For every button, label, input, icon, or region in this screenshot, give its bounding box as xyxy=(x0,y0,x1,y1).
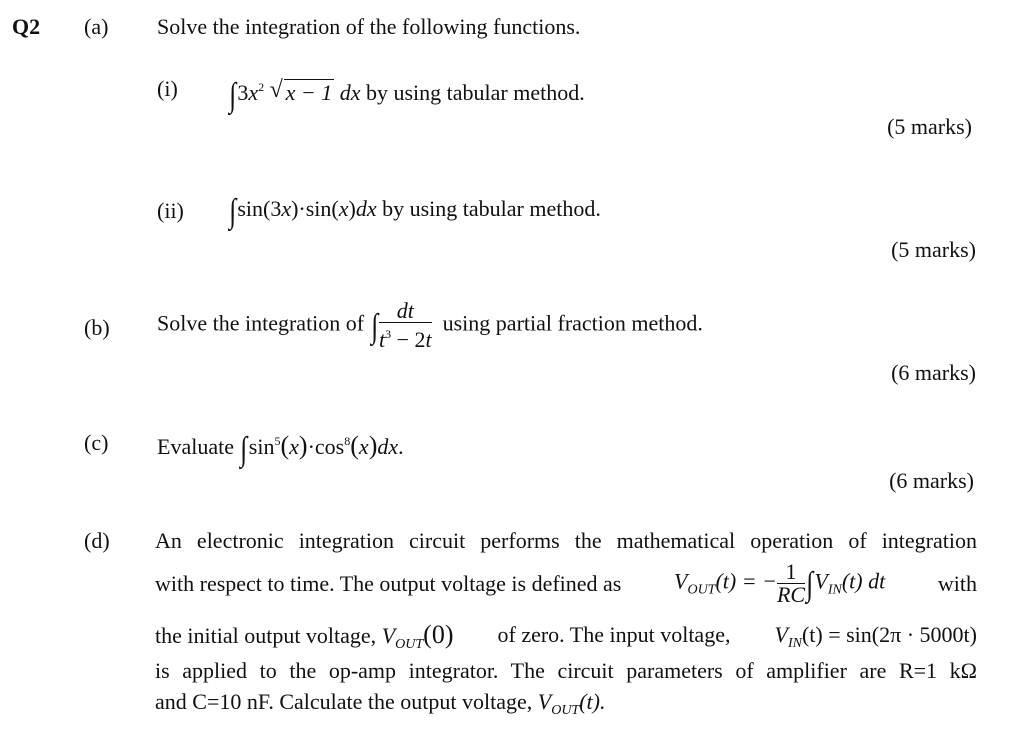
fraction xyxy=(777,561,805,606)
part-a-label: (a) xyxy=(84,14,109,39)
part-a-i-label: (i) xyxy=(157,76,178,101)
sin-term-2: sin( xyxy=(305,196,339,221)
sin-term-1: sin(3 xyxy=(237,196,282,221)
cos-exp: 8 xyxy=(344,434,351,448)
method-text: using partial fraction method. xyxy=(442,310,703,336)
variable: x xyxy=(248,80,259,105)
part-a-i-expression xyxy=(228,74,585,114)
denominator xyxy=(379,323,432,351)
den-exp: 3 xyxy=(385,327,392,341)
part-d-label: (d) xyxy=(84,528,110,553)
part-b-marks: (6 marks) xyxy=(891,360,976,385)
frac-num: 1 xyxy=(777,561,805,584)
line5-prefix: and C=10 nF. Calculate the output voltage, xyxy=(155,689,533,714)
part-d-line-4: is applied to the op-amp integrator. The circuit parameters of amplifier are R=1 kΩ xyxy=(155,658,977,683)
exponent: 2 xyxy=(258,80,265,94)
radicand: x − 1 xyxy=(285,80,333,105)
part-a-ii-label: (ii) xyxy=(157,198,184,223)
integral-sign-icon: ∫ xyxy=(240,431,248,468)
part-d-line-5 xyxy=(155,689,605,724)
suffix: . xyxy=(398,434,404,459)
part-c-marks: (6 marks) xyxy=(889,468,974,493)
var-x2: x xyxy=(338,196,349,221)
vin-expr: (t) = sin(2π · 5000t) xyxy=(801,622,977,647)
prefix-text: Evaluate xyxy=(157,434,234,459)
out-subscript: OUT xyxy=(395,637,424,652)
out-subscript: OUT xyxy=(551,703,580,718)
integral-sign-icon: ∫ xyxy=(229,77,237,114)
line3-left xyxy=(155,622,453,658)
differential: dx xyxy=(355,196,377,221)
method-text: by using tabular method. xyxy=(382,196,601,221)
part-a-ii-marks: (5 marks) xyxy=(891,237,976,262)
var-x1: x xyxy=(289,434,299,459)
integral-sign-icon: ∫ xyxy=(370,307,378,345)
line2-suffix: with xyxy=(937,570,977,596)
question-number: Q2 xyxy=(12,14,41,39)
v-symbol: V xyxy=(381,623,396,648)
vout-t: (t). xyxy=(579,689,606,714)
square-root-icon xyxy=(270,80,335,106)
dt: dt xyxy=(868,568,886,594)
dot: · xyxy=(307,434,315,459)
den-t2: t xyxy=(425,327,432,352)
differential: dx xyxy=(339,80,361,105)
part-d-line-2 xyxy=(155,561,977,606)
close-1: )· xyxy=(291,196,306,221)
differential: dx xyxy=(377,434,399,459)
line2-prefix: with respect to time. The output voltage is defined as xyxy=(155,570,622,596)
part-c-expression: Evaluate $\int\sin^5(x)\cdot\cos^8(x)dx$. xyxy=(157,431,404,468)
integral-sign-icon: ∫ xyxy=(806,565,814,603)
numerator: dt xyxy=(379,300,432,323)
var-x1: x xyxy=(281,196,292,221)
method-text: by using tabular method. xyxy=(365,80,585,105)
vin-expression xyxy=(774,622,977,658)
sin-fn: sin xyxy=(248,434,275,459)
in-subscript: IN xyxy=(827,582,842,598)
sin-exp: 5 xyxy=(274,434,281,448)
v-symbol: V xyxy=(674,568,688,594)
var-x2: x xyxy=(358,434,369,459)
line3-mid: of zero. The input voltage, xyxy=(497,622,731,647)
prefix-text: Solve the integration of xyxy=(157,310,365,336)
vin-t: (t) xyxy=(841,568,863,594)
part-b-label: (b) xyxy=(84,315,110,340)
integral-sign-icon: ∫ xyxy=(229,193,237,230)
v-symbol: V xyxy=(774,622,788,647)
part-a-ii-expression xyxy=(228,193,601,230)
part-c-label: (c) xyxy=(84,430,109,455)
den-rest: − 2 xyxy=(391,327,426,352)
v-symbol: V xyxy=(537,689,552,714)
part-a-stem: Solve the integration of the following functions. xyxy=(157,14,581,39)
den-t: t xyxy=(378,327,386,352)
zero-arg: (0) xyxy=(423,620,454,649)
coefficient: 3 xyxy=(237,80,249,105)
close-2: ) xyxy=(348,196,356,221)
fraction xyxy=(379,300,432,351)
part-b-expression xyxy=(157,300,703,351)
vout-definition xyxy=(674,561,885,606)
t-arg: (t) = − xyxy=(715,568,777,594)
part-d-line-1: An electronic integration circuit performs the mathematical operation of integration xyxy=(155,528,977,553)
part-d-line-3 xyxy=(155,622,977,658)
part-a-i-marks: (5 marks) xyxy=(887,114,972,139)
line3-prefix: the initial output voltage, xyxy=(155,623,377,648)
cos-fn: cos xyxy=(314,434,345,459)
in-subscript: IN xyxy=(787,636,802,651)
v-symbol: V xyxy=(814,568,828,594)
out-subscript: OUT xyxy=(687,582,716,598)
frac-den: RC xyxy=(776,582,806,607)
